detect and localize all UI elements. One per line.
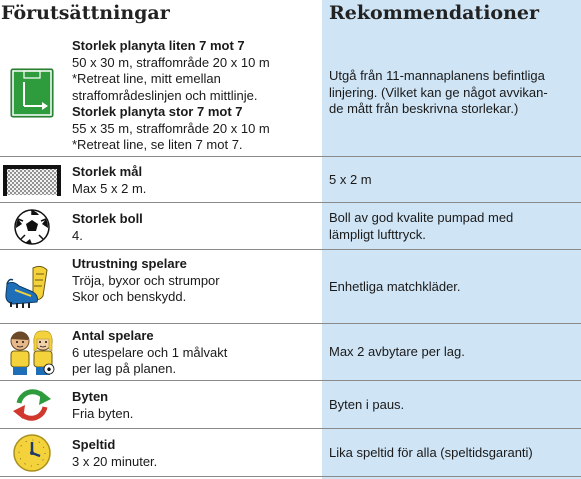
goal-size-recommendation <box>329 157 569 203</box>
substitutions-recommendation <box>329 381 569 429</box>
field-size-recommendation <box>329 30 569 156</box>
playing-time-recommendation <box>329 429 569 477</box>
recommendation-line: linjering. (Vilket kan ge något avvikan- <box>329 84 548 100</box>
clock-icon <box>0 429 64 477</box>
ball-icon <box>0 203 64 250</box>
players-icon <box>0 324 64 381</box>
recommendation-line: Lika speltid för alla (speltidsgaranti) <box>329 444 533 460</box>
playing-time-title: Speltid <box>72 437 116 452</box>
recommendation-line: lämpligt lufttryck. <box>329 226 426 242</box>
table-row-number-of-players <box>0 323 581 381</box>
goal-size-title: Storlek mål <box>72 164 143 179</box>
playing-time-text <box>72 437 320 470</box>
table-row-field-size <box>0 30 581 156</box>
field-icon <box>0 30 64 156</box>
recommendation-line: 5 x 2 m <box>329 171 372 187</box>
recommendation-line: Boll av god kvalite pumpad med <box>329 210 514 225</box>
table-row-ball-size <box>0 202 581 250</box>
substitutions-title: Byten <box>72 389 109 404</box>
header-recommendations: Rekommendationer <box>329 2 540 24</box>
substitution-icon <box>0 381 64 429</box>
field-small-retreat-line: *Retreat line, mitt emellan <box>72 71 221 86</box>
player-equipment-recommendation <box>329 250 569 324</box>
player-equipment-title: Utrustning spelare <box>72 256 187 271</box>
field-small-title: Storlek planyta liten 7 mot 7 <box>72 38 245 53</box>
goal-size-value: Max 5 x 2 m. <box>72 180 147 196</box>
ball-size-recommendation <box>329 203 569 250</box>
field-large-title: Storlek planyta stor 7 mot 7 <box>72 104 243 119</box>
recommendation-line: Max 2 avbytare per lag. <box>329 344 465 360</box>
recommendation-line: Utgå från 11-mannaplanens befintliga <box>329 68 545 84</box>
number-of-players-line: per lag på planen. <box>72 361 177 376</box>
player-equipment-text <box>72 256 320 306</box>
recommendation-line: Enhetliga matchkläder. <box>329 278 461 294</box>
header-prerequisites: Förutsättningar <box>1 2 170 24</box>
ball-size-title: Storlek boll <box>72 211 143 226</box>
table-row-substitutions <box>0 380 581 429</box>
ball-size-text <box>72 211 320 244</box>
goal-icon <box>0 157 64 203</box>
number-of-players-recommendation <box>329 324 569 381</box>
recommendation-line: Byten i paus. <box>329 396 405 412</box>
substitutions-text <box>72 389 320 422</box>
field-large-retreat-line: *Retreat line, se liten 7 mot 7. <box>72 137 243 152</box>
boot-icon <box>0 250 64 324</box>
field-small-retreat-line-cont: straffområdeslinjen och mittlinje. <box>72 87 258 103</box>
table-row-goal-size <box>0 156 581 203</box>
bottom-divider <box>0 476 581 477</box>
number-of-players-text <box>72 328 320 378</box>
player-equipment-line: Tröja, byxor och strumpor <box>72 272 220 288</box>
field-large-dimensions: 55 x 35 m, straffområde 20 x 10 m <box>72 120 270 136</box>
playing-time-value: 3 x 20 minuter. <box>72 453 158 469</box>
field-small-dimensions: 50 x 30 m, straffområde 20 x 10 m <box>72 54 270 70</box>
number-of-players-line: 6 utespelare och 1 målvakt <box>72 344 228 360</box>
recommendation-line: de mått från beskrivna storlekar.) <box>329 101 519 117</box>
field-size-text <box>72 38 320 154</box>
table-row-player-equipment <box>0 249 581 324</box>
number-of-players-title: Antal spelare <box>72 328 154 343</box>
substitutions-value: Fria byten. <box>72 405 134 421</box>
goal-size-text <box>72 164 320 197</box>
ball-size-value: 4. <box>72 227 83 243</box>
player-equipment-line: Skor och benskydd. <box>72 289 187 304</box>
table-row-playing-time <box>0 428 581 477</box>
